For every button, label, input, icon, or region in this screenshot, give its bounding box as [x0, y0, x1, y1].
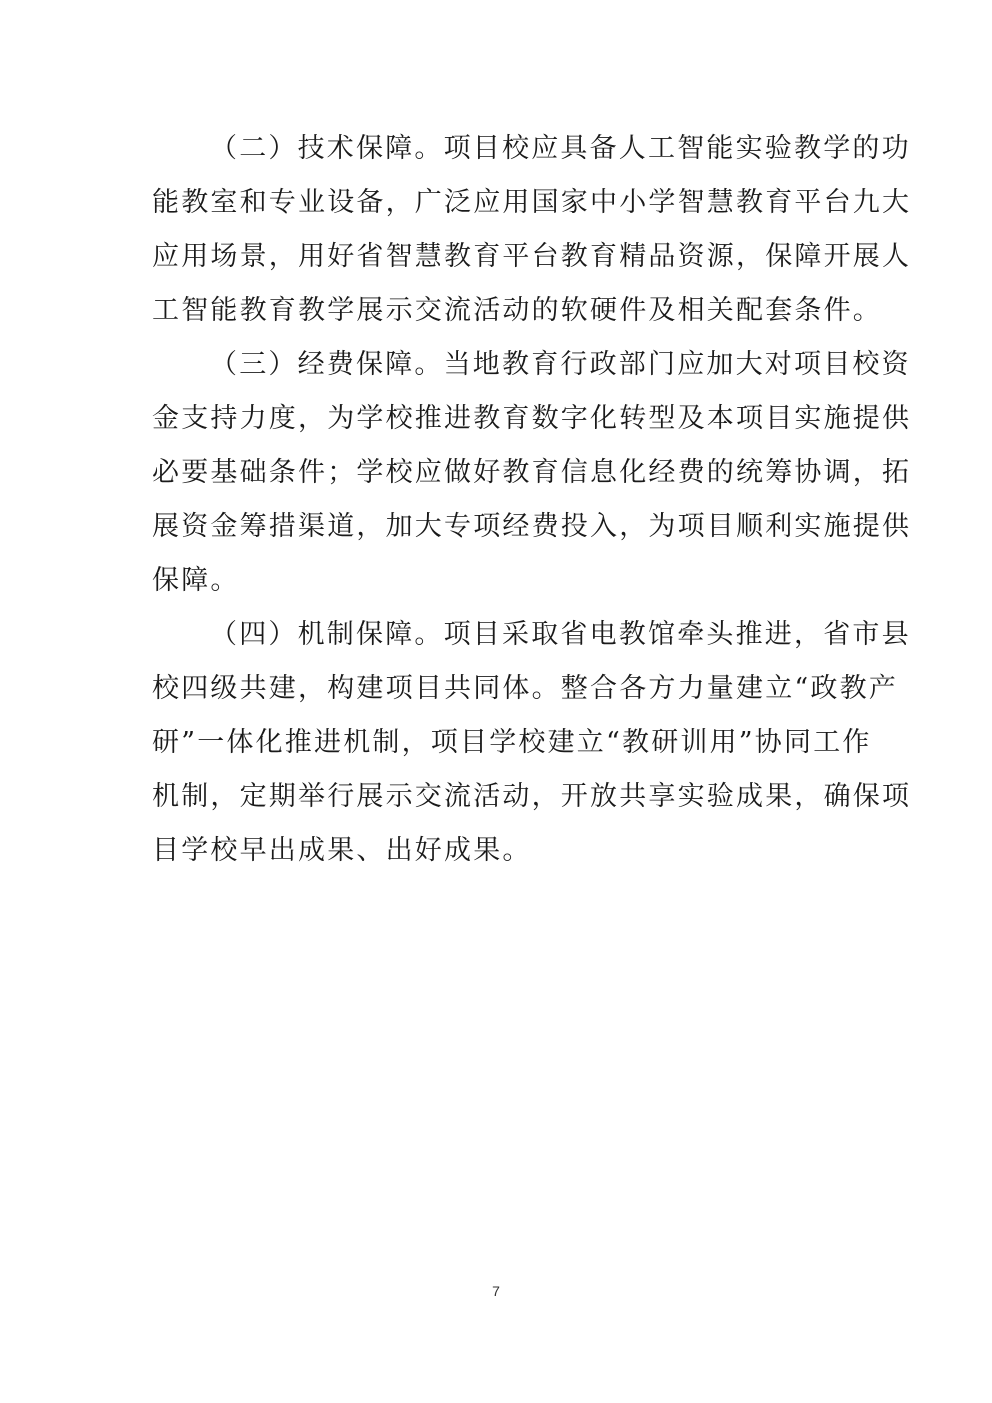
paragraph-line: 工智能教育教学展示交流活动的软硬件及相关配套条件。: [152, 295, 882, 326]
paragraph-funding-support: [152, 338, 912, 608]
paragraph-line: 金支持力度，为学校推进教育数字化转型及本项目实施提供: [152, 403, 912, 434]
paragraph-mechanism-support: [152, 608, 912, 878]
document-body: [152, 122, 912, 878]
paragraph-line: （二）技术保障。项目校应具备人工智能实验教学的功: [210, 133, 911, 164]
paragraph-technical-support: [152, 122, 912, 338]
page-number: 7: [492, 1283, 500, 1299]
paragraph-line: （三）经费保障。当地教育行政部门应加大对项目校资: [210, 349, 911, 380]
paragraph-line: 展资金筹措渠道，加大专项经费投入，为项目顺利实施提供: [152, 511, 912, 542]
paragraph-line: 目学校早出成果、出好成果。: [152, 835, 532, 866]
paragraph-line: 校四级共建，构建项目共同体。整合各方力量建立“政教产: [152, 673, 899, 704]
paragraph-line: 机制，定期举行展示交流活动，开放共享实验成果，确保项: [152, 781, 912, 812]
paragraph-line: 研”一体化推进机制，项目学校建立“教研训用”协同工作: [152, 727, 872, 758]
paragraph-line: 保障。: [152, 565, 240, 596]
paragraph-line: 能教室和专业设备，广泛应用国家中小学智慧教育平台九大: [152, 187, 912, 218]
paragraph-line: 必要基础条件；学校应做好教育信息化经费的统筹协调，拓: [152, 457, 912, 488]
paragraph-line: 应用场景，用好省智慧教育平台教育精品资源，保障开展人: [152, 241, 912, 272]
paragraph-line: （四）机制保障。项目采取省电教馆牵头推进，省市县: [210, 619, 911, 650]
